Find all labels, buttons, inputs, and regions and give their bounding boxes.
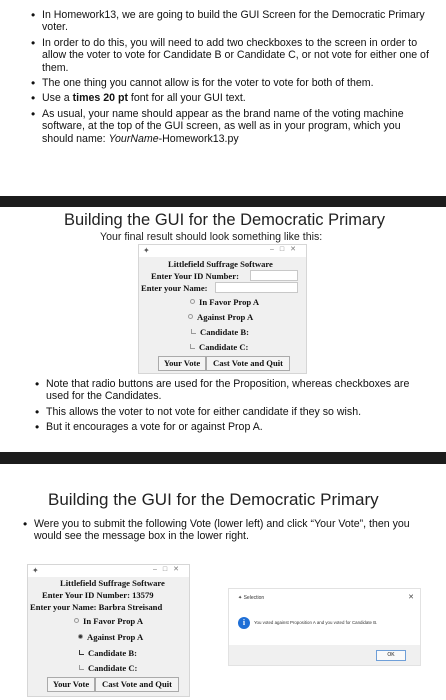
voting-window — [138, 244, 307, 374]
option-label: In Favor Prop A — [83, 616, 144, 626]
voting-window-filled — [27, 564, 190, 697]
id-label: Enter Your ID Number: — [151, 271, 239, 281]
submit-list — [22, 518, 422, 546]
checkbox-candidate-c[interactable] — [190, 342, 248, 352]
brand-italic: YourName — [108, 132, 159, 145]
selection-dialog — [228, 588, 421, 666]
checkbox-icon — [79, 665, 84, 670]
submit-bullet: • Were you to submit the following Vote (lower left) and click “Your Vote”, then you would see the message box in the lower right. — [22, 518, 422, 543]
feather-icon: ✦ — [32, 566, 39, 575]
brand-label: Littlefield Suffrage Software — [168, 259, 273, 269]
radio-selected-icon — [78, 634, 83, 639]
close-icon[interactable]: ✕ — [173, 566, 185, 573]
slide-title: Building the GUI for the Democratic Primary — [64, 211, 385, 229]
slide-title: Building the GUI for the Democratic Primary — [48, 490, 379, 509]
option-label: Against Prop A — [197, 312, 254, 322]
option-label: Candidate C: — [88, 663, 138, 673]
radio-icon — [188, 314, 193, 319]
maximize-icon[interactable]: □ — [162, 566, 174, 573]
option-label: Candidate C: — [199, 342, 249, 352]
cast-vote-quit-button[interactable]: Cast Vote and Quit — [206, 356, 290, 371]
id-label: Enter Your ID Number: 13579 — [42, 590, 154, 600]
note-bullet: • But it encourages a vote for or against Prop A. — [34, 421, 434, 433]
font-instruction-bullet — [30, 92, 430, 104]
radio-icon — [190, 299, 195, 304]
checkbox-candidate-c[interactable] — [79, 663, 137, 673]
checkbox-icon — [191, 329, 196, 334]
your-vote-button[interactable]: Your Vote — [158, 356, 206, 371]
cast-vote-quit-button[interactable]: Cast Vote and Quit — [95, 677, 179, 692]
maximize-icon[interactable]: □ — [279, 246, 291, 253]
dialog-title-text: Selection — [243, 595, 265, 601]
instruction-bullet: • In order to do this, you will need to add two checkboxes to the screen in order to allow the voter to vote for Candidate B or Candidate C, or not vote for either one of them. — [30, 37, 430, 74]
name-input[interactable] — [215, 282, 298, 293]
checkbox-candidate-b[interactable] — [191, 327, 249, 337]
slide-subtitle: Your final result should look something like this: — [100, 231, 323, 243]
slide-instructions — [0, 0, 446, 196]
your-vote-button[interactable]: Your Vote — [47, 677, 95, 692]
instruction-bullet: • In Homework13, we are going to build the GUI Screen for the Democratic Primary voter. — [30, 9, 430, 34]
note-bullet: • Note that radio buttons are used for the Proposition, whereas checkboxes are used for the Candidates. — [34, 378, 434, 403]
window-controls — [153, 565, 185, 573]
note-bullet: • This allows the voter to not vote for either candidate if they so wish. — [34, 406, 434, 418]
id-input[interactable] — [250, 270, 298, 281]
radio-against-prop-a[interactable] — [78, 632, 143, 642]
slide-separator — [0, 196, 446, 207]
minimize-icon[interactable]: – — [152, 566, 163, 573]
minimize-icon[interactable]: – — [269, 246, 280, 253]
brand-text: As usual, your name should appear as the brand name of the voting machine software, at the top of the GUI screen, as well as in your program, which you should name: — [42, 107, 404, 145]
brand-instruction-bullet — [30, 108, 430, 145]
option-label: Candidate B: — [200, 327, 249, 337]
radio-against-prop-a[interactable] — [188, 312, 253, 322]
checkbox-icon — [190, 344, 195, 349]
option-label: Against Prop A — [87, 632, 144, 642]
dialog-title — [238, 595, 264, 601]
info-icon: i — [238, 617, 250, 629]
window-controls — [270, 245, 302, 253]
font-pre: Use a — [42, 92, 73, 105]
feather-icon: ✦ — [143, 246, 150, 255]
close-icon[interactable]: ✕ — [290, 246, 302, 253]
radio-icon — [74, 618, 79, 623]
font-spec: times 20 pt — [72, 92, 128, 105]
notes-list — [34, 378, 434, 437]
instruction-bullet: • The one thing you cannot allow is for the voter to vote for both of them. — [30, 77, 430, 89]
font-post: font for all your GUI text. — [127, 92, 246, 105]
dialog-message: You voted against Proposition A and you voted for Candidate B. — [254, 620, 378, 625]
instructions-list — [30, 9, 430, 148]
checkbox-candidate-b[interactable] — [79, 648, 137, 658]
name-label: Enter your Name: Barbra Streisand — [30, 602, 163, 612]
ok-button[interactable]: OK — [376, 650, 406, 661]
slide-separator — [0, 452, 446, 464]
feather-icon: ✦ — [238, 595, 243, 601]
brand-suffix: -Homework13.py — [158, 132, 239, 145]
window-titlebar — [139, 245, 306, 257]
dialog-footer — [229, 645, 420, 665]
option-label: In Favor Prop A — [199, 297, 260, 307]
window-titlebar — [28, 565, 189, 577]
brand-label: Littlefield Suffrage Software — [60, 578, 165, 588]
radio-favor-prop-a[interactable] — [190, 297, 259, 307]
checkbox-checked-icon — [79, 650, 84, 655]
close-icon[interactable]: ✕ — [408, 594, 414, 601]
option-label: Candidate B: — [88, 648, 137, 658]
radio-favor-prop-a[interactable] — [74, 616, 143, 626]
name-label: Enter your Name: — [141, 283, 208, 293]
